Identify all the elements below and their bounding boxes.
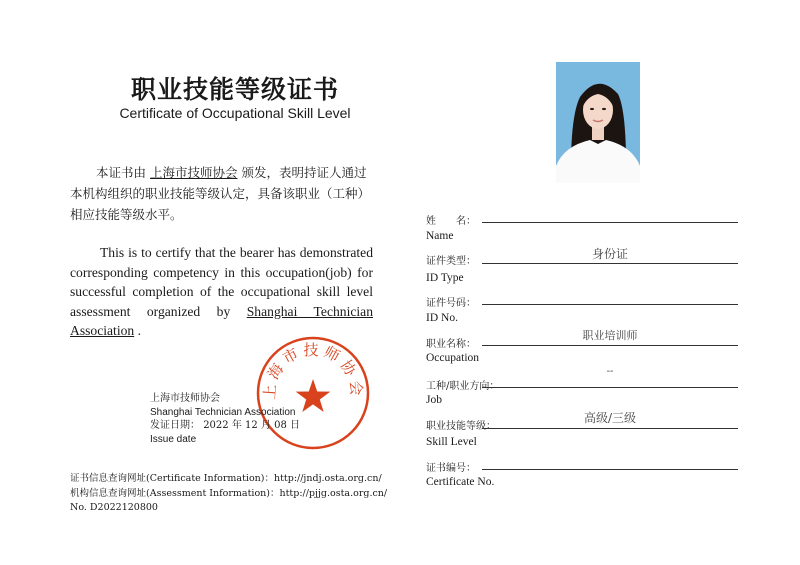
- field-id-type-label: 证件类型：: [426, 256, 476, 267]
- statement-en: [70, 243, 373, 341]
- statement-cn-suffix: 颁发，表明持证人通过本机构组织的职业技能等级认定，具备该职业（工种）相应技能等级水平。: [70, 165, 371, 222]
- field-occupation-line: [482, 345, 738, 346]
- field-id-no-label: 证件号码：: [426, 298, 476, 309]
- field-job-label-en: Job: [426, 394, 442, 406]
- field-skill-level-line: [482, 428, 738, 429]
- assessment-info-url: 机构信息查询网址(Assessment Information)：http://pjjg.osta.org.cn/: [70, 487, 388, 499]
- field-id-no-label-en: ID No.: [426, 312, 458, 324]
- statement-en-text: This is to certify that the bearer has demonstrated corresponding competency in this occupation(job) for successful completion of the occupational skill level assessment organized by: [70, 245, 373, 319]
- field-name-label-en: Name: [426, 230, 454, 242]
- statement-en-end: .: [137, 323, 141, 339]
- footer-info: [70, 472, 390, 516]
- statement-cn: [70, 162, 375, 225]
- issue-date-label: 发证日期：: [150, 420, 200, 431]
- serial-number-label: No.: [70, 502, 87, 513]
- serial-number-row: [70, 501, 390, 516]
- field-skill-level-label: 职业技能等级：: [426, 421, 496, 432]
- issue-date-row: [150, 419, 340, 433]
- field-occupation-label: 职业名称：: [426, 339, 476, 350]
- serial-number-value: D2022120800: [89, 502, 158, 513]
- field-id-type-value: 身份证: [591, 247, 628, 261]
- certificate-title-en: Certificate of Occupational Skill Level: [119, 105, 351, 121]
- issuer-name-cn: 上海市技师协会: [150, 393, 220, 404]
- field-job-value: --: [606, 366, 614, 377]
- field-skill-level-value: 高级/三级: [583, 411, 637, 425]
- holder-photo: [556, 62, 640, 183]
- issue-date-value: 2022 年 12 月 08 日: [203, 420, 300, 431]
- field-id-type-line: [482, 263, 738, 264]
- field-certificate-no-label-en: Certificate No.: [426, 476, 495, 488]
- field-occupation-label-en: Occupation: [426, 352, 480, 364]
- field-job-label: 工种/职业方向：: [426, 381, 500, 392]
- field-occupation-value: 职业培训师: [582, 329, 638, 342]
- certificate-title-cn: 职业技能等级证书: [130, 75, 339, 104]
- statement-en-issuer: Shanghai Technician Association: [70, 303, 373, 339]
- field-name-label: 姓 名：: [426, 216, 476, 227]
- field-certificate-no-line: [482, 469, 738, 470]
- field-name-line: [482, 222, 738, 223]
- statement-cn-prefix: 本证书由: [96, 165, 147, 180]
- issuer-name-en: Shanghai Technician Association: [150, 406, 296, 418]
- field-id-type-label-en: ID Type: [426, 272, 464, 284]
- field-id-no-line: [482, 304, 738, 305]
- issuer-block: [150, 392, 340, 446]
- issue-date-label-en: Issue date: [150, 433, 197, 445]
- statement-cn-issuer: 上海市技师协会: [150, 165, 238, 180]
- field-certificate-no-label: 证书编号：: [426, 463, 476, 474]
- seal-text: 上海市技师协会: [260, 340, 366, 401]
- certificate-info-url: 证书信息查询网址(Certificate Information)：http://jndj.osta.org.cn/: [70, 473, 382, 484]
- field-job-line: [482, 387, 738, 388]
- field-skill-level-label-en: Skill Level: [426, 436, 477, 448]
